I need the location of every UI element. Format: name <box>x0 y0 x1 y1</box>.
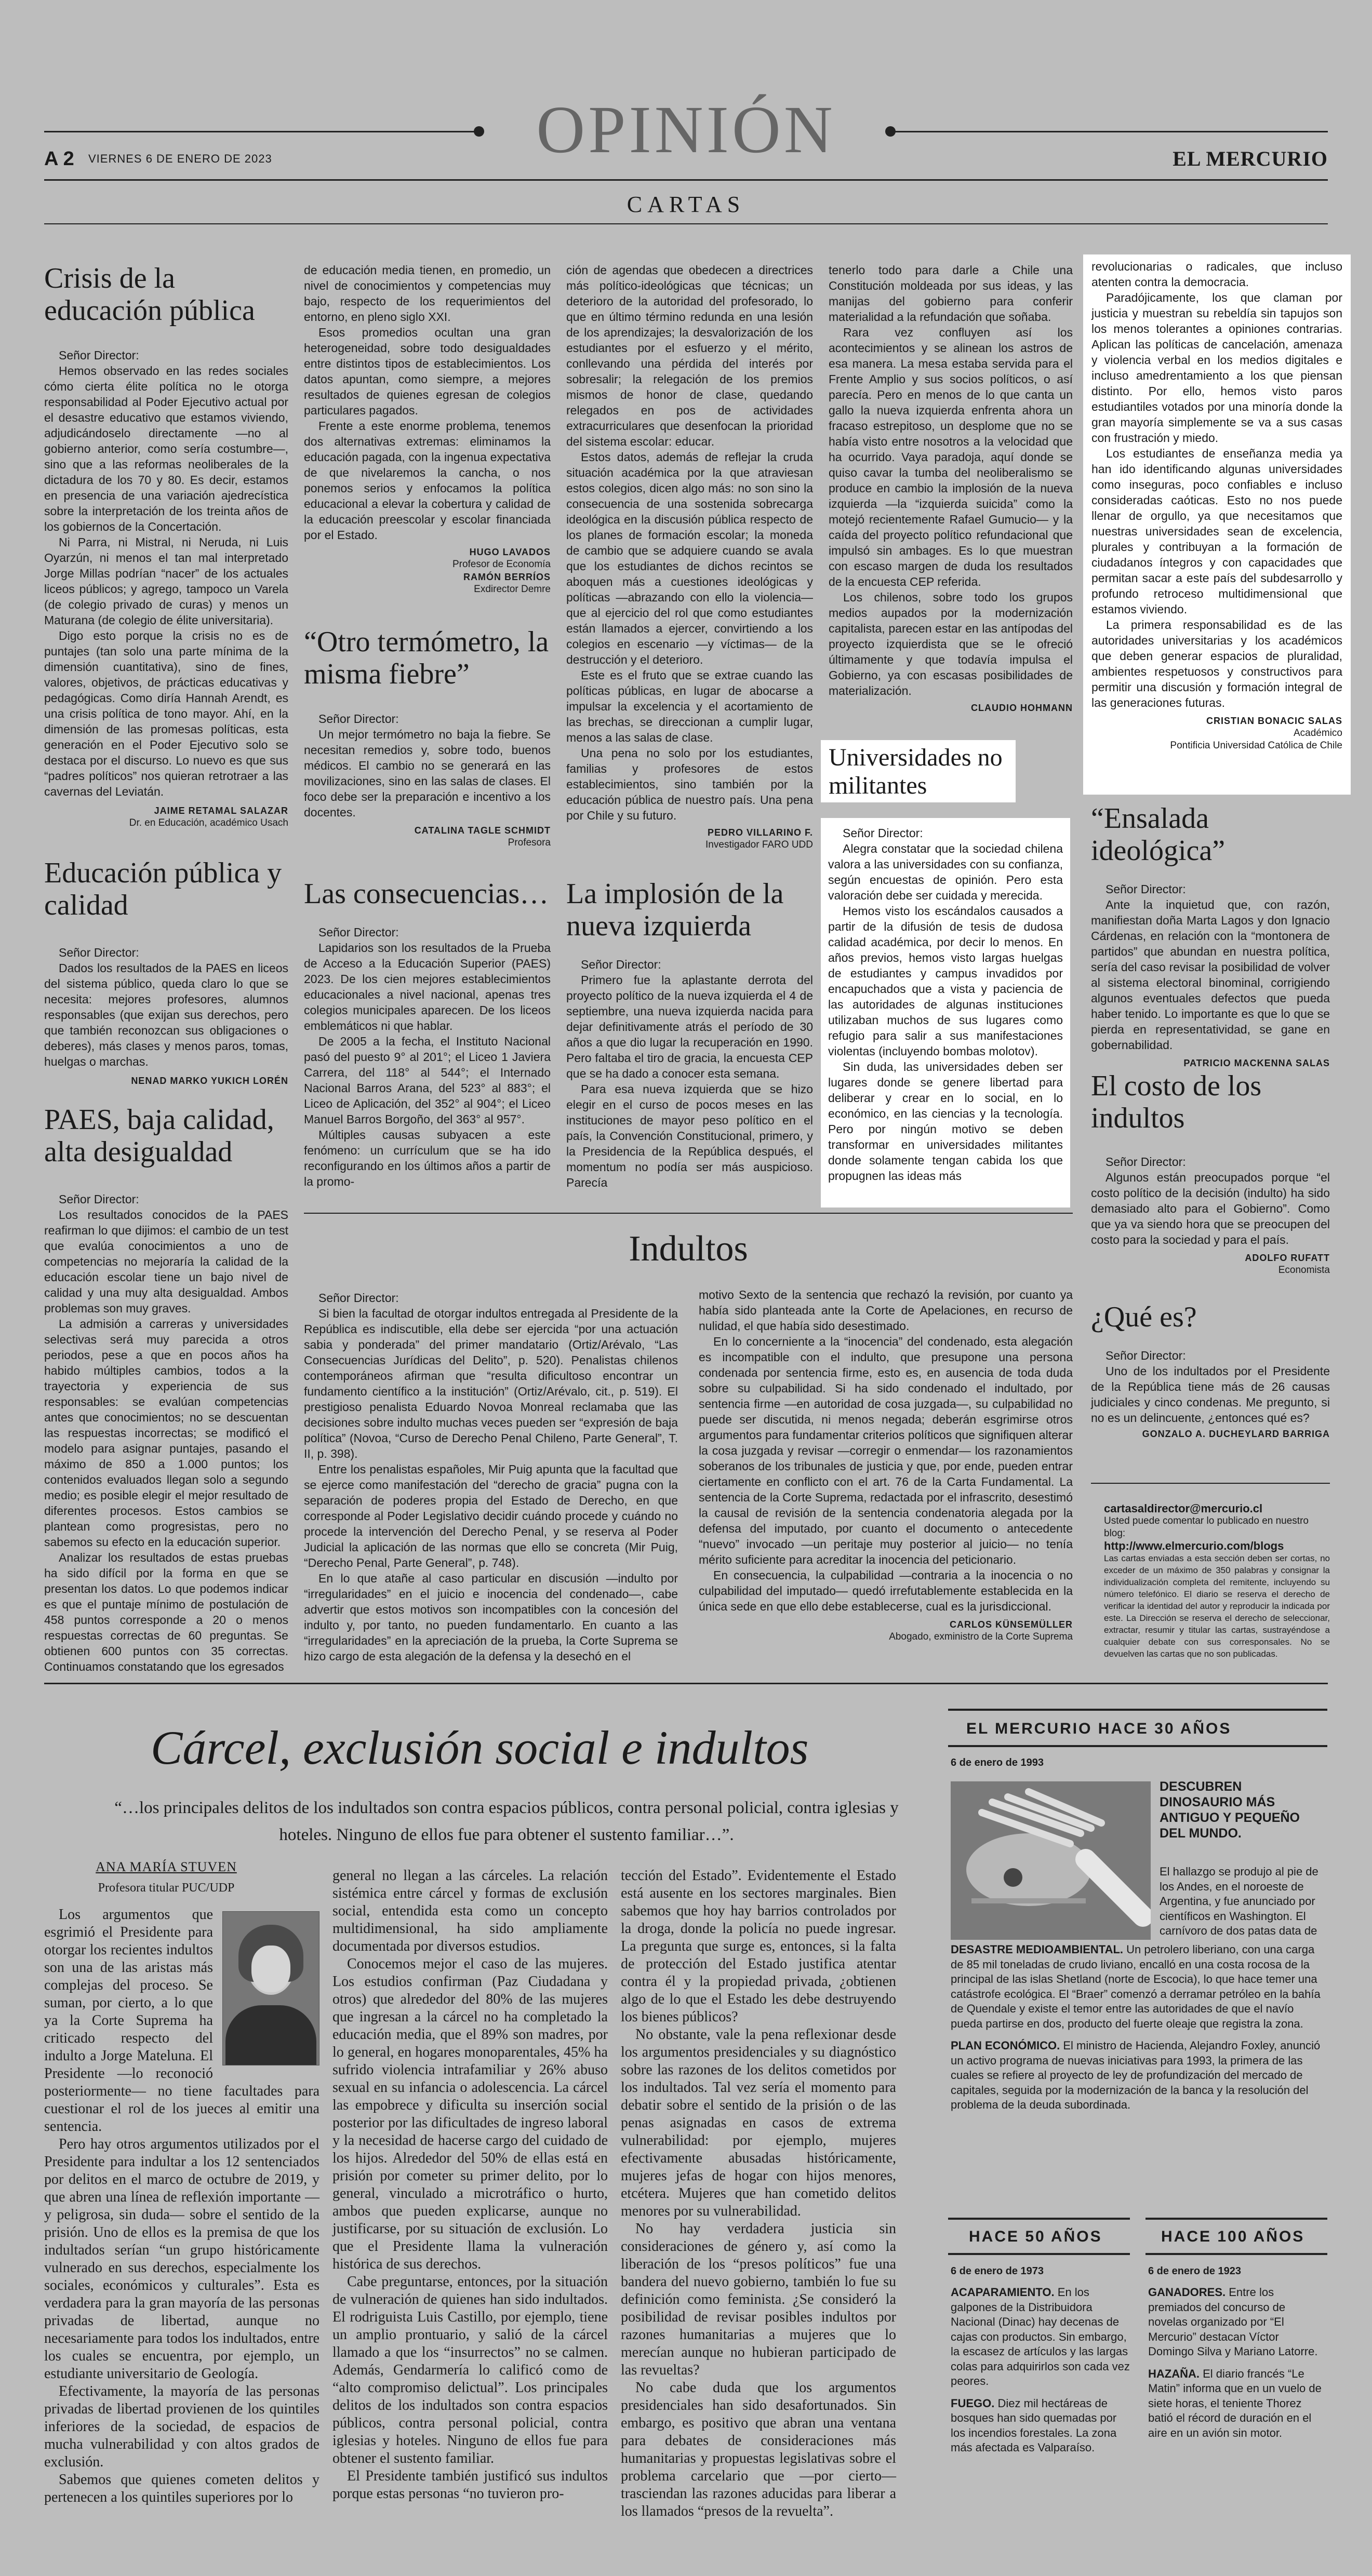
signature-name: RAMÓN BERRÍOS <box>463 572 551 582</box>
dinosaur-photo <box>951 1781 1151 1940</box>
letter-title: Crisis de la educación pública <box>44 262 255 327</box>
history-dino <box>1160 1779 1328 1841</box>
letter-title: ¿Qué es? <box>1091 1301 1197 1333</box>
page-number: A 2 <box>44 148 74 170</box>
signature-role: Profesor de Economía <box>452 559 551 570</box>
salutation: Señor Director: <box>1105 1349 1186 1362</box>
plan-body: El ministro de Hacienda, Alejandro Foxley, anunció un activo programa de nuevas iniciativas para 1993, la primera de las cuales se refiere al proyecto de ley de profundización del mercado de capitales, seguida por la modernización de la banca y la resolución del problema de la deuda subordinada. <box>951 2039 1321 2111</box>
blog-link[interactable]: http://www.elmercurio.com/blogs <box>1104 1539 1284 1552</box>
signature-role: Profesora <box>508 837 551 848</box>
paragraph: Efectivamente, la mayoría de las personas privadas de libertad provienen de los quintiles inferiores de la sociedad, de espacios de mucha vulnerabilidad y con altos grados de exclusión. <box>44 2383 319 2470</box>
fue-body: Diez mil hectáreas de bosques han sido quemadas por los incendios forestales. La zona más afectada es Valparaíso. <box>951 2396 1117 2454</box>
letter-termometro <box>304 626 551 849</box>
paragraph: Esos promedios ocultan una gran heterogeneidad, sobre todo desigualdades entre distintos tipos de establecimientos. Los datos apuntan, como siempre, a mejores resultados de quienes egresan de colegios particulares pagados. <box>304 326 551 417</box>
letter-implosion <box>566 878 813 1190</box>
letter-educacion <box>44 857 288 1087</box>
history-30-items <box>951 1942 1327 2120</box>
salutation: Señor Director: <box>59 946 139 959</box>
history-30-date: 6 de enero de 1993 <box>951 1757 1044 1768</box>
paragraph: En lo concerniente a la “inocencia” del condenado, esta alegación es incompatible con el indulto, que presupone una persona condenada por sentencia firme, esto es, en ausencia de toda duda sobre su culpabilidad. Si ha sido condenado el indultado, por sentencia firme —en autoridad de cosa juzgada—, su culpabilidad no puede ser discutida, ni menos negada; deberán esgrimirse otros argumentos para fundamentar criterios políticos que signifiquen alterar la cosa juzgada y revisar —corregir o enmendar— los razonamientos soberanos de los tribunales de justicia y que, por ende, pueden entrar ciertamente en conflicto con el art. 76 de la Carta Fundamental. La sentencia de la Corte Suprema, redactada por el infrascrito, desestimó la causal de revisión de la sentencia condenatoria alegada por la defensa del imputado, por cuanto el documento o antecedente “nuevo” invocado —un peritaje muy posterior al juicio— no tenía mérito suficiente para acreditar la inocencia del peticionario. <box>699 1335 1073 1566</box>
paragraph: revolucionarias o radicales, que incluso atenten contra la democracia. <box>1091 260 1342 289</box>
history-50-date: 6 de enero de 1973 <box>951 2265 1044 2277</box>
paragraph: Alegra constatar que la sociedad chilena valora a las universidades con su confianza, según encuestas de opinión. Pero esta valoración debe ser cuidada y merecida. <box>828 842 1063 902</box>
paper-name: EL MERCURIO <box>1173 147 1328 170</box>
paragraph: En consecuencia, la culpabilidad —contraria a la inocencia o no culpabilidad del imputado— quedó irrefutablemente establecida en la única sede en que ello debe establecerse, cual es la jurisdiccional. <box>699 1568 1073 1613</box>
haz-headline: HAZAÑA. <box>1148 2367 1200 2380</box>
paragraph: de educación media tienen, en promedio, un nivel de conocimientos y competencias muy bajo, respecto de los requerimientos del entorno, en pleno siglo XXI. <box>304 263 551 324</box>
letter-title: “Otro termómetro, la misma fiebre” <box>304 626 549 690</box>
salutation: Señor Director: <box>1105 882 1186 896</box>
letter-title: La implosión de la nueva izquierda <box>566 878 784 942</box>
xray-hand-skull-image <box>951 1781 1151 1940</box>
signature-role: Exdirector Demre <box>474 584 551 595</box>
paragraph: Digo esto porque la crisis no es de puntajes (tan solo una parte mínima de la dimensión cuantitativa), sino de fines, valores, objetivos, de prácticas educativas y pedagógicas. Como diría Hannah Arendt, es una crisis política de tono mayor. Ahí, en la dimensión de las promesas políticas, esta generación en el Poder Ejecutivo solo se destaca por el discurso. Lo nuevo es que sus “padres políticos” nos quieran retrotraer a las cavernas del Leviatán. <box>44 629 288 798</box>
univ-title: Universidades no militantes <box>829 744 1003 799</box>
paragraph: tenerlo todo para darle a Chile una Constitución moldeada por sus ideas, y las manijas del gobierno para conferir materialidad a la refundación que soñaba. <box>829 263 1073 324</box>
paragraph: No obstante, vale la pena reflexionar desde los argumentos presidenciales y su diagnóstico sobre las razones de los delitos cometidos por los indultados. Tal vez sería el momento para debatir sobre el sentido de la prisión o de las penas asignadas en casos de extrema vulnerabilidad: por ejemplo, mujeres efectivamente abusadas históricamente, mujeres jefas de hogar con hijos menores, etcétera. Mujeres que han cometido delitos menores por su vulnerabilidad. <box>621 2027 896 2219</box>
paragraph: Frente a este enorme problema, tenemos dos alternativas extremas: eliminamos la educación pagada, con la ingenua expectativa de que nivelaremos la cancha, o nos ponemos serios y enfocamos la política educacional a elevar la cobertura y calidad de la educación preescolar y escolar financiada por el Estado. <box>304 419 551 542</box>
letter-ensalada <box>1091 802 1330 1069</box>
signature-role: Economista <box>1278 1265 1330 1276</box>
paragraph: En lo que atañe al caso particular en discusión —indulto por “irregularidades” en el juicio e inocencia del condenado—, cabe advertir que estos motivos son incompatibles con la concesión del indulto y, por tanto, no pueden fundamentarlo. En cuanto a las “irregularidades” en la apreciación de la prueba, la Corte Suprema se hizo cargo de esta alegación de la defensa y la desechó en el <box>304 1572 678 1663</box>
history-50-title: HACE 50 AÑOS <box>969 2228 1102 2245</box>
author-role: Profesora titular PUC/UDP <box>98 1881 235 1895</box>
paragraph: No hay verdadera justicia sin consideraciones de género y, así como la liberación de los “presos políticos” fue una bandera del nuevo gobierno, también lo fue su definición como feminista. ¿Se consideró la posibilidad de revisar posibles indultos por razones humanitarias a mujeres que lo merecían aunque no hubieran participado de las revueltas? <box>621 2221 896 2378</box>
paragraph: Un mejor termómetro no baja la fiebre. Se necesitan remedios y, sobre todo, buenos médicos. El cambio no se generará en las movilizaciones, sino en las salas de clases. El foco debe ser la preparación e incentivo a los docentes. <box>304 728 551 819</box>
salutation: Señor Director: <box>318 925 399 939</box>
paragraph: Para esa nueva izquierda que se hizo elegir en el curso de pocos meses en las instituciones de mayor peso político en el país, la Convención Constitucional, primero, y la Presidencia de la República después, el momentum no podía ser más auspicioso. Parecía <box>566 1082 813 1189</box>
paragraph: Hemos visto los escándalos causados a partir de la difusión de tesis de dudosa calidad académica, por decir lo menos. En años previos, hemos visto largas huelgas de estudiantes y campus invadidos por encapuchados que a vista y paciencia de las autoridades de algunas instituciones utilizaban muchos de sus lugares como refugio para salir a sus manifestaciones violentas (incluyendo bombas molotov). <box>828 904 1063 1058</box>
letter-implosion-cont <box>829 262 1073 714</box>
history-50-rule <box>948 2218 1130 2220</box>
column-byline <box>44 1859 288 1895</box>
signature-role: Pontificia Universidad Católica de Chile <box>1170 740 1342 751</box>
indultos-col2 <box>699 1287 1073 1643</box>
paragraph: El Presidente también justificó sus indultos porque estas personas “no tuvieron pro- <box>332 2468 608 2502</box>
paragraph: general no llegan a las cárceles. La relación sistémica entre cárcel y formas de exclusión social, entendida esta como un concepto multidimensional, ha sido ampliamente documentada por diversos estudios. <box>332 1868 608 1954</box>
paragraph: La admisión a carreras y universidades selectivas será muy parecida a otros periodos, pese a que en pocos años ha habido múltiples cambios, todos a la trayectoria y experiencia de sus responsables: se evalúan competencias antes que conocimientos; no se descuentan las respuestas incorrectas; se modificó el modelo para asignar puntajes, pasando el máximo de 850 a 1.000 puntos; los contenidos evaluados llegan solo a segundo medio; es posible elegir el mejor resultado de diferentes procesos. Estos cambios se plantean como progresistas, pero no sabemos su efecto en la educación superior. <box>44 1317 288 1549</box>
signature-name: CRISTIAN BONACIC SALAS <box>1206 716 1342 726</box>
paragraph: Conocemos mejor el caso de las mujeres. Los estudios confirman (Paz Ciudadana y otros) que alrededor del 80% de las mujeres que ingresan a la cárcel no ha completado la educación media, que el 89% son madres, por lo general, en hogares monoparentales, 45% ha sufrido violencia intrafamiliar y 26% abuso sexual en su infancia o adolescencia. La cárcel las empobrece y dificulta su inserción social posterior por las dificultades de ingreso laboral y la necesidad de hacerse cargo del cuidado de los hijos. Alrededor del 50% de ellas está en prisión por cometer su primer delito, por lo general, vinculado a microtráfico o hurto, ambos que pueden explicarse, aunque no justificarse, por su situación de exclusión. Lo que el Presidente llama la vulneración histórica de sus derechos. <box>332 1956 608 2272</box>
section-title: OPINIÓN <box>536 92 836 167</box>
eco-body: Un petrolero liberiano, con una carga de 85 mil toneladas de crudo liviano, encalló en una costa rocosa de la principal de las islas Shetland (norte de Escocia), lo que hace temer una catástrofe ecológica. El “Braer” comenzó a derramar petróleo en la bahía de Quendale y existe el temor entre las autoridades de que el navío pueda partirse en dos, producto del fuerte oleaje que registra la zona. <box>951 1943 1321 2030</box>
paragraph: Paradójicamente, los que claman por justicia y muestran su rebeldía sin tapujos son los menos tolerantes a opiniones contrarias. Aplican las políticas de cancelación, amenaza y violencia verbal en los medios digitales e incluso amedrentamiento a los que piensan distinto. Por ello, hemos visto paros estudiantiles votados por una minoría donde la gran mayoría simplemente se va a sus casas con frustración y miedo. <box>1091 291 1342 445</box>
history-rule-2 <box>948 1745 1327 1747</box>
signature-name: CARLOS KÜNSEMÜLLER <box>950 1619 1073 1630</box>
salutation: Señor Director: <box>1105 1155 1186 1169</box>
signature-name: NENAD MARKO YUKICH LORÉN <box>131 1076 288 1086</box>
letter-universidades <box>821 818 1070 1208</box>
salutation: Señor Director: <box>318 1291 399 1305</box>
signature-name: HUGO LAVADOS <box>469 547 551 557</box>
contact-email[interactable]: cartasaldirector@mercurio.cl <box>1104 1502 1263 1515</box>
letter-universidades-cont <box>1083 254 1351 795</box>
salutation: Señor Director: <box>843 826 923 840</box>
fue-headline: FUEGO. <box>951 2396 995 2410</box>
salutation: Señor Director: <box>59 348 139 362</box>
paragraph: ción de agendas que obedecen a directrices más político-ideológicas que técnicas; un deterioro de la autoridad del profesorado, lo que en último término redunda en una lesión de los aprendizajes; la desvalorización de los estudiantes por el esfuerzo y el mérito, conllevando una pérdida del interés por sobresalir; la relegación de los premios mismos de honor de clase, quedando relegados en pos de actividades extracurriculares que desenfocan la prioridad del sistema escolar: educar. <box>566 263 813 448</box>
paragraph: Entre los penalistas españoles, Mir Puig apunta que la facultad que se ejerce como manifestación del “derecho de gracia” pugna con la separación de poderes propia del Estado de Derecho, en que corresponde al Poder Legislativo decidir cuándo procede y cuándo no procede la intervención del Derecho Penal, y se reserva al Poder Judicial la aplicación de las normas que ello se concreta (Mir Puig, “Derecho Penal, Parte General”, p. 748). <box>304 1463 678 1569</box>
paragraph: Sin duda, las universidades deben ser lugares donde se genere libertad para deliberar y crear en lo social, en lo económico, en las ciencias y la tecnología. Pero por ningún motivo se deben transformar en universidades militantes donde solamente tengan cabida los que propugnen las ideas más <box>828 1060 1063 1183</box>
letter-paes <box>44 1104 288 1674</box>
letter-title: “Ensalada ideológica” <box>1091 802 1226 867</box>
column-col1 <box>44 1906 319 2506</box>
paragraph: Pero hay otros argumentos utilizados por el Presidente para indultar a los 12 sentenciados por delitos en el marco de octubre de 2019, y que abren una línea de reflexión importante —y peligrosa, sin duda— sobre el sentido de la prisión. Uno de ellos es la premisa de que los indultados serían “un grupo históricamente vulnerado en sus derechos, especialmente los sociales, económicos y culturales”. Esta es verdadera para la gran mayoría de las personas privadas de libertad, aunque no necesariamente para todos los indultados, entre los cuales se encuentra, por ejemplo, un estudiante universitario de Geología. <box>44 2136 319 2382</box>
letter-consecuencias <box>304 878 551 1189</box>
paragraph: tección del Estado”. Evidentemente el Estado está ausente en los sectores marginales. Bien sabemos que hoy hay barrios controlados por la droga, donde la policía no puede ingresar. La pregunta que surge es, entonces, si la falta de protección del Estado justifica atentar contra él y la propiedad privada, ¿obtienen algo de lo que el Estado les debe destruyendo los bienes públicos? <box>621 1868 896 2025</box>
paragraph: Este es el fruto que se extrae cuando las políticas públicas, en lugar de abocarse a impulsar la excelencia y el acortamiento de las brechas, se direccionan a cumplir lugar, menos a las salas de clase. <box>566 668 813 744</box>
paragraph: Algunos están preocupados porque “el costo político de la decisión (indulto) ha sido demasiado alto para el Gobierno”. Como que ya va siendo hora que se preocupen del costo para la sociedad y para el país. <box>1091 1171 1330 1246</box>
blog-label: Usted puede comentar lo publicado en nuestro blog: <box>1104 1515 1309 1539</box>
paragraph: Analizar los resultados de estas pruebas ha sido difícil por la forma en que se presentan los datos. Lo que podemos indicar es que el puntaje mínimo de postulación de 458 puntos corresponde a 20 o menos respuestas correctas de 60 preguntas. Se obtienen 600 puntos con 35 correctas. Continuamos constatando que los egresados <box>44 1551 288 1673</box>
signature-role: Académico <box>1294 728 1342 739</box>
column-col3 <box>621 1867 896 2520</box>
paragraph: Si bien la facultad de otorgar indultos entregada al Presidente de la República es indiscutible, ella debe ser ejercida “por una actuación sabia y ponderada” del primer mandatario (Ortiz/Arévalo, “Las Consecuencias Jurídicas del Delito”, p. 520). Penalistas chilenos contemporáneos afirman que “resulta dificultoso encontrar un fundamento científico a la institución” (Ortiz/Arévalo, cit., p. 519). El prestigioso penalista Eduardo Novoa Monreal reclamaba que las decisiones sobre indulto muchas veces pueden ser “expresión de baja política” (Novoa, “Curso de Derecho Penal Chileno, Parte General”, T. II, p. 398). <box>304 1307 678 1460</box>
signature-role: Dr. en Educación, académico Usach <box>129 817 288 828</box>
history-100-date: 6 de enero de 1923 <box>1148 2265 1241 2277</box>
letter-paes-cont <box>304 262 551 596</box>
aca-body: En los galpones de la Distribuidora Nacional (Dinac) hay decenas de cajas con productos. Sin embargo, la escasez de artículos y las largas colas para adquirirlos son cada vez peores. <box>951 2286 1130 2387</box>
contact-note: Las cartas enviadas a esta sección deben ser cortas, no exceder de un máximo de 350 palabras y consignar la individualización completa del remitente, incluyendo su número telefónico. El diario se reserva el derecho de verificar la identidad del autor y reproducir la indicada por este. La Dirección se reserva el derecho de seleccionar, extractar, resumir y titular las cartas, sustrayéndose a cualquier debate con sus corresponsales. No se devuelven las cartas que no son publicadas. <box>1104 1553 1330 1659</box>
gan-headline: GANADORES. <box>1148 2286 1226 2299</box>
paragraph: Múltiples causas subyacen a este fenómeno: un currículum que se ha ido reconfigurando en los últimos años a partir de la promo- <box>304 1128 551 1188</box>
signature-role: Abogado, exministro de la Corte Suprema <box>889 1631 1073 1642</box>
eco-headline: DESASTRE MEDIOAMBIENTAL. <box>951 1943 1124 1956</box>
letter-costo <box>1091 1070 1330 1277</box>
letter-title: El costo de los indultos <box>1091 1070 1262 1134</box>
signature-name: GONZALO A. DUCHEYLARD BARRIGA <box>1142 1429 1330 1439</box>
history-100-items <box>1148 2285 1327 2448</box>
signature-name: CLAUDIO HOHMANN <box>971 703 1073 713</box>
paragraph: De 2005 a la fecha, el Instituto Nacional pasó del puesto 9° al 201°; el Liceo 1 Javiera Carrera, del 118° al 544°; el Internado Nacional Barros Arana, del 523° al 883°; el Liceo de Aplicación, del 352° al 904°; el Liceo Manuel Barros Borgoño, del 363° al 957°. <box>304 1035 551 1126</box>
paragraph: Dados los resultados de la PAES en liceos del sistema público, queda claro lo que se necesita: mejores profesores, alumnos responsables (que exijan sus derechos, pero que también reconozcan sus obligaciones o deberes), más clases y menos paros, tomas, huelgas o marchas. <box>44 961 288 1068</box>
salutation: Señor Director: <box>581 958 661 971</box>
aca-headline: ACAPARAMIENTO. <box>951 2286 1055 2299</box>
signature-name: CATALINA TAGLE SCHMIDT <box>414 825 551 836</box>
paragraph: Uno de los indultados por el Presidente de la República tiene más de 26 causas judiciales y cinco condenas. Me pregunto, si no es un delincuente, ¿entonces qué es? <box>1091 1364 1330 1425</box>
column-title: Cárcel, exclusión social e indultos <box>151 1721 809 1774</box>
salutation: Señor Director: <box>318 712 399 726</box>
salutation: Señor Director: <box>59 1192 139 1206</box>
history-100-rule <box>1145 2218 1327 2220</box>
paragraph: Ni Parra, ni Mistral, ni Neruda, ni Luis Oyarzún, ni menos el tan mal interpretado Jorge Millas podrían “nacer” de los actuales liceos públicos; y agrego, tampoco un Varela (de colegio privado de curas) y menos un Maturana (de colegio de élite universitaria). <box>44 535 288 627</box>
paragraph: Cabe preguntarse, entonces, por la situación de vulneración de quienes han sido indultados. El rodriguista Luis Castillo, por ejemplo, tiene un amplio prontuario, y salió de la cárcel llamado a que los “insurrectos” no se calmen. Además, Gendarmería lo calificó como de “alto compromiso delictual”. Los principales delitos de los indultados son contra espacios públicos, contra personal policial, contra iglesias y hoteles. Ninguno de ellos fue para obtener el sustento familiar. <box>332 2274 608 2466</box>
history-50-rule-2 <box>948 2253 1130 2255</box>
history-100-rule-2 <box>1145 2253 1327 2255</box>
author-photo <box>222 1911 319 2065</box>
letter-title: Las consecuencias… <box>304 878 549 910</box>
signature-name: JAIME RETAMAL SALAZAR <box>154 806 288 816</box>
bottom-rule <box>44 1683 1328 1684</box>
rule-sub <box>44 223 1328 224</box>
letter-que-es <box>1091 1301 1330 1440</box>
author-name: ANA MARÍA STUVEN <box>96 1859 237 1874</box>
history-100-title: HACE 100 AÑOS <box>1161 2228 1305 2245</box>
history-rule <box>948 1709 1327 1711</box>
letter-title: PAES, baja calidad, alta desigualdad <box>44 1104 274 1168</box>
paragraph: Los estudiantes de enseñanza media ya han ido identificando algunas universidades como inseguras, poco confiables e incluso consideradas caóticas. Esto no nos puede llenar de orgullo, ya que necesitamos que nuestras universidades sean de excelencia, plurales y contribuyan a la formación de ciudadanos íntegros y con capacidades que permitan sacar a este país del subdesarrollo y profundo retroceso multidimensional que estamos viviendo. <box>1091 447 1342 616</box>
letter-consecuencias-cont <box>566 262 813 851</box>
paragraph: Sabemos que quienes cometen delitos y pertenecen a los quintiles superiores por lo <box>44 2472 319 2505</box>
rule-top <box>44 179 1328 181</box>
letter-title: Educación pública y calidad <box>44 857 282 921</box>
column-col2 <box>332 1867 608 2503</box>
indultos-title: Indultos <box>629 1229 748 1269</box>
indultos-col1 <box>304 1287 678 1664</box>
column-quote: “…los principales delitos de los indultados son contra espacios públicos, contra personal policial, contra iglesias y hoteles. Ninguno de ellos fue para obtener el sustento familiar…”. <box>114 1799 899 1844</box>
indultos-rule <box>304 1213 1073 1214</box>
letter-crisis <box>44 262 288 829</box>
history-dino-body-top <box>1160 1864 1328 1938</box>
paragraph: No cabe duda que los argumentos presidenciales han sido desafortunados. Sin embargo, es positivo que abran una ventana para debates de consideraciones más humanitarias y propuestas legislativas sobre el problema carcelario que —por cierto— trasciendan las razones aducidas para liberar a los llamados “presos de la revuelta”. <box>621 2380 896 2519</box>
paragraph: Los chilenos, sobre todo los grupos medios aupados por la modernización capitalista, parecen estar en las antípodas del proyecto izquierdista que se le ofreció últimamente y que todavía impulsa el Gobierno, ya con escasas posibilidades de materialización. <box>829 591 1073 697</box>
paragraph: Una pena no solo por los estudiantes, familias y profesores de estos establecimientos, sino también por la educación pública de nuestro país. Una pena por Chile y su futuro. <box>566 746 813 822</box>
gan-body: Entre los premiados del concurso de novelas organizado por “El Mercurio” destacan Víctor Domingo Silva y Mariano Latorre. <box>1148 2286 1318 2358</box>
paragraph: Lapidarios son los resultados de la Prueba de Acceso a la Educación Superior (PAES) 2023. De los cien mejores establecimientos educacionales a nivel nacional, apenas tres colegios municipales aparecen. De los liceos emblemáticos ni que hablar. <box>304 941 551 1032</box>
paragraph: Ante la inquietud que, con razón, manifiestan doña Marta Lagos y don Ignacio Cárdenas, en relación con la “montonera de partidos” que abundan en nuestra política, sería del caso revisar la posibilidad de volver al sistema electoral binominal, corrigiendo algunos eventuales defectos que pueda haber tenido. Lo importante es que lo que se pierda en representatividad, se gane en gobernabilidad. <box>1091 898 1330 1052</box>
paragraph: Los resultados conocidos de la PAES reafirman lo que dijimos: el cambio de un test que evalúa conocimientos a uno de competencias no mejoraría la calidad de la educación escolar tiene un bajo nivel de calidad y una muy alta desigualdad. Ambos problemas son muy graves. <box>44 1208 288 1315</box>
paragraph: Rara vez confluyen así los acontecimientos y se alinean los astros de esa manera. La mesa estaba servida para el Frente Amplio y sus socios políticos, o así parecía. Pero en menos de lo que canta un gallo la nueva izquierda enfrenta ahora un fracaso estrepitoso, un desplome que no se había visto entre nosotros a la velocidad que ha ocurrido. Vaya paradoja, aquí donde se quiso cavar la tumba del neoliberalismo se produce en cambio la implosión de la nueva izquierda —la “izquierda suicida” como la motejó recientemente Rafael Gumucio— y la caída del proyecto político refundacional que impulsó sin ambages. Es lo que muestran con escaso margen de duda los resultados de la encuesta CEP referida. <box>829 326 1073 588</box>
paragraph: motivo Sexto de la sentencia que rechazó la revisión, por cuanto ya había sido planteada ante la Corte de Apelaciones, en recurso de nulidad, el que había sido desestimado. <box>699 1288 1073 1333</box>
contact-rule <box>1091 1483 1330 1484</box>
signature-name: PATRICIO MACKENNA SALAS <box>1183 1058 1330 1068</box>
paragraph: La primera responsabilidad es de las autoridades universitarias y los académicos que deben generar espacios de pluralidad, ambientes respetuosos y constructivos para permitir una discusión y formación integral de las generaciones futuras. <box>1091 618 1342 709</box>
signature-name: PEDRO VILLARINO F. <box>707 827 813 838</box>
haz-body: El diario francés “Le Matin” informa que en un vuelo de siete horas, el teniente Thorez batió el récord de duración en el aire en un avión sin motor. <box>1148 2367 1322 2439</box>
date-line: VIERNES 6 DE ENERO DE 2023 <box>88 152 272 165</box>
paragraph: Estos datos, además de reflejar la cruda situación académica por la que atraviesan estos colegios, dicen algo más: no son sino la consecuencia de una sostenida sobrecarga ideológica en la discusión pública respecto de los planes de formación escolar; la moneda de cambio que se adquiere cuando se avala que los estudiantes de dichos recintos se aboquen más a cuestiones ideológicas y políticas —abrazando con ello la violencia— que al ejercicio del rol que como estudiantes están llamados a ejercer, convirtiendo a los colegios en escenario —y víctimas— de la destrucción y el deterioro. <box>566 450 813 666</box>
signature-name: ADOLFO RUFATT <box>1245 1253 1330 1263</box>
paragraph: Los argumentos que esgrimió el Presidente para otorgar los recientes indultos son una de las aristas más complejas del proceso. Se suman, por cierto, a lo que ya la Corte Suprema ha criticado respecto del indulto a Jorge Mateluna. El Presidente —lo reconoció posteriormente— no tiene facultades para cuestionar el rol de los jueces al emitir una sentencia. <box>44 1907 319 2135</box>
history-30-title: EL MERCURIO HACE 30 AÑOS <box>966 1720 1232 1737</box>
dino-headline: DESCUBREN DINOSAURIO MÁS ANTIGUO Y PEQUEÑO DEL MUNDO. <box>1160 1779 1300 1841</box>
contact-box <box>1104 1502 1330 1660</box>
plan-headline: PLAN ECONÓMICO. <box>951 2039 1060 2052</box>
paragraph: Primero fue la aplastante derrota del proyecto político de la nueva izquierda el 4 de septiembre, una nueva izquierda nacida para dejar definitivamente atrás el período de 30 años a que dio lugar la recuperación en 1990. Pero faltaba el tiro de gracia, la encuesta CEP que se ha dado a conocer esta semana. <box>566 973 813 1080</box>
dino-body: El hallazgo se produjo al pie de los Andes, en el noroeste de Argentina, y fue anunciado por científicos en Washington. El carnívoro de dos patas data de <box>1160 1865 1318 1937</box>
subsection-title: CARTAS <box>627 192 745 217</box>
history-50-items <box>951 2285 1130 2463</box>
signature-role: Investigador FARO UDD <box>705 839 813 850</box>
paragraph: Hemos observado en las redes sociales cómo cierta élite política no le otorga responsabilidad al Poder Ejecutivo actual por el desastre educativo que estamos viviendo, adjudicándoselo directamente —no al gobierno anterior, como sería costumbre—, sino que a las reformas neoliberales de la dictadura de los 70 y 80. Es decir, estamos en presencia de una variación ajedrecística sobre la interpretación de los treinta años de los gobiernos de la Concertación. <box>44 364 288 533</box>
